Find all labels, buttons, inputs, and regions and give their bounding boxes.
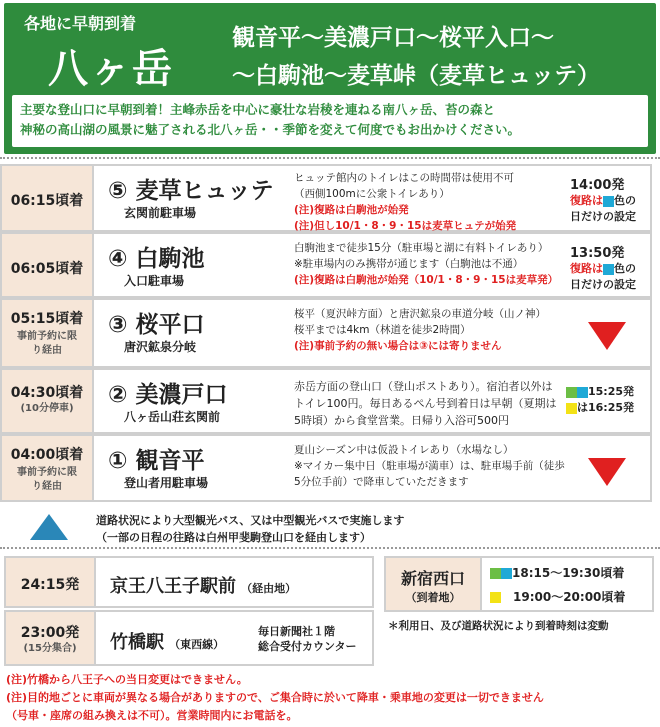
stop-sub: 玄関前駐車場 — [124, 206, 197, 220]
time-cell — [2, 300, 94, 366]
note-text: 色の — [614, 194, 636, 207]
note-text: 復路は — [570, 262, 603, 275]
desc-line2: 神秘の高山湖の風景に魅了される北八ヶ岳・・季節を変えて何度でもお出かけください。 — [20, 122, 521, 137]
stop-sub: 入口駐車場 — [124, 274, 185, 288]
time-cell — [6, 558, 96, 606]
info-line: （西側100mに公衆トイレあり） — [294, 188, 450, 200]
origin-hachioji — [4, 556, 374, 608]
arrival-time: 04:00頃着 — [10, 447, 84, 463]
origin-detail — [258, 624, 357, 654]
stop-row-1 — [0, 434, 652, 502]
origin-suffix: （東西線） — [169, 638, 225, 651]
return-cell — [562, 166, 650, 230]
footnote-line: （号車・座席の組み換えは不可）。営業時間内にお電話を。 — [6, 709, 298, 722]
red-down-triangle-icon — [588, 458, 626, 486]
return-time: 13:50発 — [570, 246, 625, 261]
stop-info — [294, 240, 564, 288]
note-text: 日だけの設定 — [570, 210, 636, 223]
return-cell — [562, 370, 650, 432]
note-text: 色の — [614, 262, 636, 275]
desc-line1: 主要な登山口に早朝到着！主峰赤岳を中心に豪壮な岩稜を連ねる南八ヶ岳、苔の森と — [20, 102, 496, 117]
time-cell — [6, 612, 96, 664]
stop-info — [294, 442, 564, 490]
arrival-name-cell — [386, 558, 482, 610]
cyan-square-icon — [501, 568, 512, 579]
info-line: ヒュッテ館内のトイレはこの時間帯は使用不可 — [294, 172, 514, 184]
stop-row-2 — [0, 368, 652, 434]
header-mountain-title: 八ヶ岳 — [48, 46, 174, 92]
depart-time: 23:00発 — [20, 625, 80, 641]
cyan-square-icon — [577, 387, 588, 398]
stop-info — [294, 170, 564, 234]
info-line: ※駐車場内のみ携帯が通じます（白駒池は不通） — [294, 258, 524, 270]
stop-name: ③ 桜平口 — [108, 312, 205, 338]
info-line: 5分位手前）で降車していただきます — [294, 476, 469, 488]
note-text: 日だけの設定 — [570, 278, 636, 291]
arrival-name: 新宿西口 — [400, 569, 465, 588]
stop-row-5 — [0, 164, 652, 232]
time-cell — [2, 370, 94, 432]
origin-suffix: （経由地） — [241, 582, 297, 595]
arrival-box — [384, 556, 654, 612]
time-note: 事前予約に限り経由 — [17, 331, 77, 356]
return-time-b: 16:25発 — [588, 401, 635, 414]
return-note — [570, 261, 636, 293]
time-note: 事前予約に限り経由 — [17, 467, 77, 492]
footnote-line: (注)竹橋から八王子への当日変更はできません。 — [6, 673, 248, 686]
return-cell — [562, 436, 650, 500]
stop-name: ① 観音平 — [108, 448, 205, 474]
stop-name: ⑤ 麦草ヒュッテ — [108, 178, 274, 204]
yellow-square-icon — [566, 403, 577, 414]
return-note — [570, 193, 636, 225]
note-text: は — [577, 401, 588, 414]
info-line: 5時頃）から食堂営業。日帰り入浴可500円 — [294, 414, 509, 427]
return-time: 14:00発 — [570, 178, 625, 193]
origin-takebashi — [4, 610, 374, 666]
stop-row-3 — [0, 298, 652, 368]
time-cell — [2, 234, 94, 296]
green-square-icon — [566, 387, 577, 398]
depart-time: 24:15発 — [20, 577, 80, 593]
time-cell — [2, 436, 94, 500]
arrival-times — [482, 558, 652, 610]
info-line: 桜平までは4km（林道を徒歩2時間） — [294, 324, 471, 336]
header-small-title: 各地に早朝到着 — [24, 14, 137, 33]
origin-label: 京王八王子駅前 — [110, 576, 236, 597]
arrival-time: 05:15頃着 — [10, 311, 84, 327]
arrival-sub: （到着地） — [405, 591, 461, 604]
yellow-square-icon — [490, 592, 501, 603]
info-line: (注)復路は白駒池が始発（10/1・8・9・15は麦草発） — [294, 274, 559, 286]
detail-line: 総合受付カウンター — [258, 640, 357, 653]
return-cell — [562, 234, 650, 296]
time-note: (10分停車) — [20, 403, 74, 414]
detail-line: 毎日新聞社１階 — [258, 625, 335, 638]
road-note — [96, 512, 404, 546]
green-square-icon — [490, 568, 501, 579]
cyan-square-icon — [603, 196, 614, 207]
time-note: (15分集合) — [23, 643, 77, 654]
info-line: ※マイカー集中日（駐車場が満車）は、駐車場手前（徒歩 — [294, 460, 565, 472]
stop-sub: 唐沢鉱泉分岐 — [124, 340, 197, 354]
road-note-line: 道路状況により大型観光バス、又は中型観光バスで実施します — [96, 514, 405, 527]
arrival-time: 06:15頃着 — [10, 193, 84, 209]
stop-name: ④ 白駒池 — [108, 246, 205, 272]
arrival-time-b: 19:00〜20:00頃着 — [513, 590, 626, 604]
info-line: 白駒池まで徒歩15分（駐車場と湖に有料トイレあり） — [294, 242, 549, 254]
info-line: 赤岳方面の登山口（登山ポストあり）。宿泊者以外は — [294, 380, 553, 393]
arrival-time: 06:05頃着 — [10, 261, 84, 277]
road-note-line: （一部の日程の往路は白州甲斐駒登山口を経由します） — [96, 531, 371, 544]
note-text: 復路は — [570, 194, 603, 207]
arrival-time: 04:30頃着 — [10, 385, 84, 401]
info-line: (注)復路は白駒池が始発 — [294, 204, 409, 216]
header-banner — [4, 3, 656, 154]
arrival-note: ＊利用日、及び道路状況により到着時刻は変動 — [388, 620, 609, 632]
stop-row-4 — [0, 232, 652, 298]
stop-info — [294, 378, 564, 429]
stop-name: ② 美濃戸口 — [108, 382, 228, 408]
stop-sub: 八ヶ岳山荘玄関前 — [124, 410, 221, 424]
stop-sub: 登山者用駐車場 — [124, 476, 209, 490]
return-time-a: 15:25発 — [588, 385, 635, 398]
blue-up-triangle-icon — [30, 514, 68, 540]
origin-name — [110, 628, 224, 654]
footnotes — [6, 671, 544, 725]
arrival-time-a: 18:15〜19:30頃着 — [512, 566, 625, 580]
stop-info — [294, 306, 564, 354]
cyan-square-icon — [603, 264, 614, 275]
info-line: 桜平（夏沢峠方面）と唐沢鉱泉の車道分岐（山ノ神） — [294, 308, 546, 320]
return-cell — [562, 300, 650, 366]
info-line: (注)但し10/1・8・9・15は麦草ヒュテが始発 — [294, 220, 517, 232]
info-line: トイレ100円。毎日あるぺん号到着日は早朝（夏期は — [294, 397, 557, 410]
origin-name — [110, 572, 296, 598]
return-times — [566, 384, 634, 416]
origin-label: 竹橋駅 — [110, 632, 164, 653]
header-route-line1: 観音平〜美濃戸口〜桜平入口〜 — [232, 25, 554, 51]
footnote-line: (注)目的地ごとに車両が異なる場合がありますので、ご集合時に於いて降車・乗車地の変更は一切できません — [6, 691, 544, 704]
time-cell — [2, 166, 94, 230]
header-description — [12, 95, 648, 147]
info-line: 夏山シーズン中は仮設トイレあり（水場なし） — [294, 444, 514, 456]
header-route-line2: 〜白駒池〜麦草峠（麦草ヒュッテ） — [232, 63, 600, 89]
info-line: (注)事前予約の無い場合は③には寄りません — [294, 340, 502, 352]
red-down-triangle-icon — [588, 322, 626, 350]
